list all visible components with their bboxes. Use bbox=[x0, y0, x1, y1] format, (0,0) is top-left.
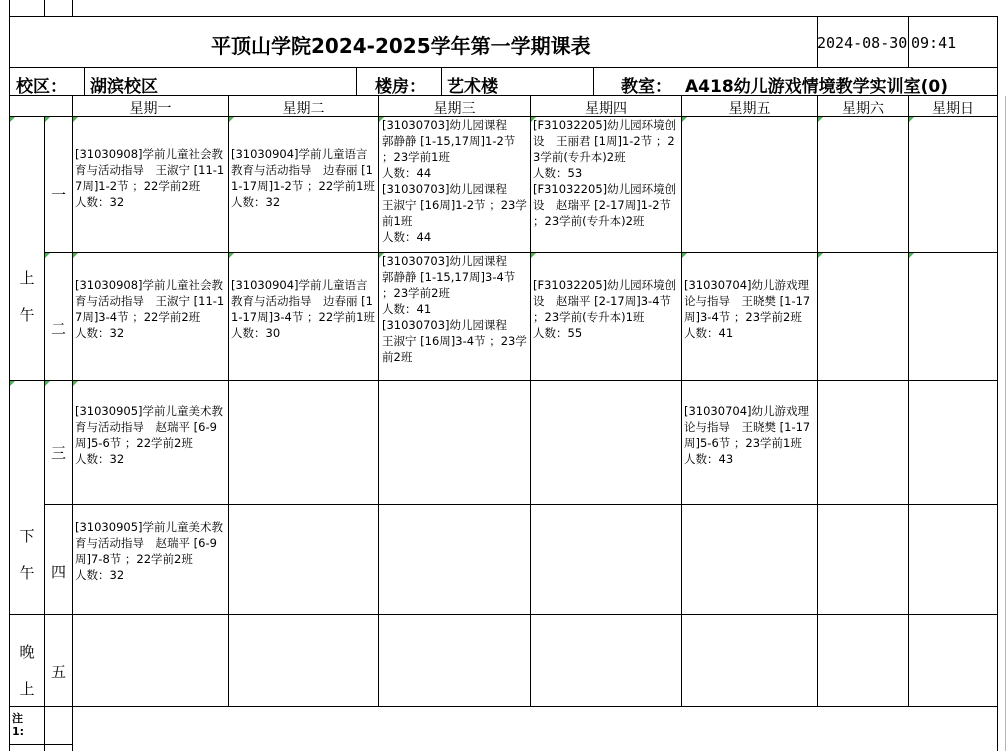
course-cell-p1-wed[interactable]: [31030703]幼儿园课程 郭静静 [1-15,17周]1-2节 ；23学前1班 人数：44 [31030703]幼儿园课程 王淑宁 [16周]1-2节 ；23学前1班 人数：44 bbox=[382, 118, 527, 244]
evening-label: 晚 上 bbox=[19, 643, 35, 698]
building-value: 艺术楼 bbox=[447, 77, 498, 97]
day-header-thursday: 星期四 bbox=[585, 101, 627, 117]
campus-value: 湖滨校区 bbox=[90, 77, 158, 97]
course-cell-p3-mon[interactable]: [31030905]学前儿童美术教育与活动指导 赵瑞平 [6-9周]5-6节 ；22学前2班 人数：32 bbox=[75, 404, 224, 466]
print-date: 2024-08-30 bbox=[817, 34, 908, 52]
course-cell-p4-mon[interactable]: [31030905]学前儿童美术教育与活动指导 赵瑞平 [6-9周]7-8节 ；22学前2班 人数：32 bbox=[75, 520, 224, 582]
period-number-2: 二 bbox=[50, 320, 66, 338]
day-header-wednesday: 星期三 bbox=[433, 101, 476, 117]
print-time: 09:41 bbox=[911, 34, 957, 52]
building-label: 楼房： bbox=[375, 77, 426, 97]
period-number-3: 三 bbox=[50, 444, 66, 462]
day-header-tuesday: 星期二 bbox=[282, 101, 325, 117]
course-cell-p1-thu[interactable]: [F31032205]幼儿园环境创设 王丽君 [1周]1-2节 ；23学前(专升本)2班 人数：53 [F31032205]幼儿园环境创设 赵瑞平 [2-17周]1-2节 ；23学前(专升本)2班 bbox=[533, 118, 677, 228]
room-label: 教室： bbox=[621, 77, 672, 97]
course-cell-p2-tue[interactable]: [31030904]学前儿童语言教育与活动指导 边春丽 [11-17周]3-4节 ；22学前1班 人数：30 bbox=[231, 278, 375, 340]
period-number-4: 四 bbox=[50, 563, 66, 581]
day-header-saturday: 星期六 bbox=[842, 101, 884, 117]
day-header-monday: 星期一 bbox=[129, 101, 172, 117]
page-title: 平顶山学院2024-2025学年第一学期课表 bbox=[211, 34, 591, 58]
afternoon-label: 下 午 bbox=[19, 527, 35, 582]
room-value: A418幼儿游戏情境教学实训室(0) bbox=[685, 77, 949, 97]
course-cell-p2-thu[interactable]: [F31032205]幼儿园环境创设 赵瑞平 [2-17周]3-4节 ；23学前(专升本)1班 人数：55 bbox=[533, 278, 677, 340]
course-cell-p2-mon[interactable]: [31030908]学前儿童社会教育与活动指导 王淑宁 [11-17周]3-4节 ；22学前2班 人数：32 bbox=[75, 278, 225, 340]
day-header-friday: 星期五 bbox=[728, 101, 771, 117]
campus-label: 校区： bbox=[16, 77, 67, 97]
period-number-1: 一 bbox=[50, 186, 66, 204]
course-cell-p1-tue[interactable]: [31030904]学前儿童语言教育与活动指导 边春丽 [11-17周]1-2节 ；22学前1班 人数：32 bbox=[231, 147, 375, 209]
day-header-sunday: 星期日 bbox=[932, 101, 974, 117]
morning-label: 上 午 bbox=[19, 269, 35, 324]
note-label: 注 1: bbox=[12, 712, 25, 738]
course-cell-p2-fri[interactable]: [31030704]幼儿游戏理论与指导 王晓樊 [1-17周]3-4节 ；23学前2班 人数：41 bbox=[684, 278, 811, 340]
period-number-5: 五 bbox=[50, 663, 66, 681]
course-cell-p2-wed[interactable]: [31030703]幼儿园课程 郭静静 [1-15,17周]3-4节 ；23学前2班 人数：41 [31030703]幼儿园课程 王淑宁 [16周]3-4节 ；23学前2班 bbox=[382, 254, 527, 364]
course-cell-p3-fri[interactable]: [31030704]幼儿游戏理论与指导 王晓樊 [1-17周]5-6节 ；23学前1班 人数：43 bbox=[684, 404, 811, 466]
course-cell-p1-mon[interactable]: [31030908]学前儿童社会教育与活动指导 王淑宁 [11-17周]1-2节 ；22学前2班 人数：32 bbox=[75, 147, 225, 209]
